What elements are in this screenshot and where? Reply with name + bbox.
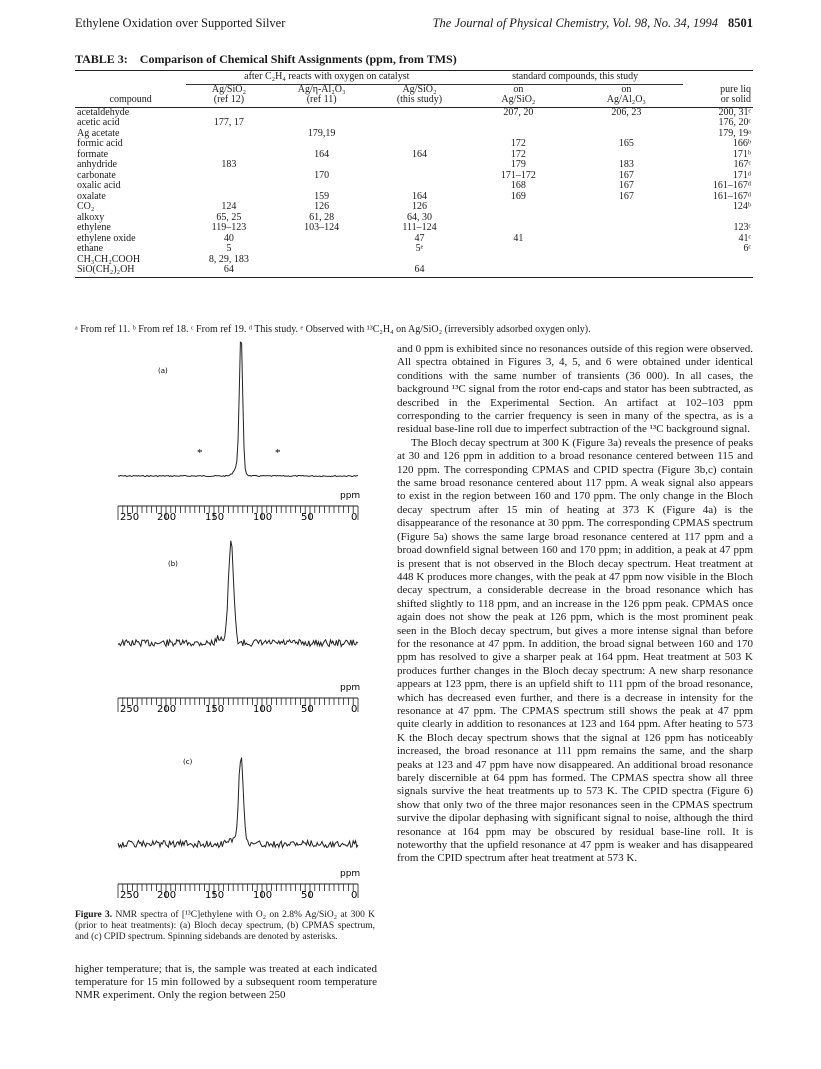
axis-tick-label: 100: [253, 704, 273, 715]
shift-cell: [186, 129, 271, 140]
axis-tick-label: 250: [120, 704, 140, 715]
spectrum-trace: [118, 758, 358, 848]
table-row: [75, 171, 753, 182]
column-header: on Ag/SiO₂: [467, 84, 569, 107]
chemical-shift-table: [75, 70, 753, 278]
shift-cell: [467, 213, 569, 224]
ppm-unit-label: ppm: [340, 491, 361, 501]
shift-cell: [272, 265, 372, 277]
table-row: [75, 202, 753, 213]
table-group-header-row: [75, 71, 753, 84]
shift-cell: [467, 244, 569, 255]
axis-tick-label: 0: [351, 890, 358, 901]
shift-cell: 61, 28: [309, 211, 335, 223]
compound-cell: acetic acid: [77, 117, 120, 128]
compound-cell: SiO(CH₂)₂OH: [75, 265, 186, 277]
shift-cell: 179: [510, 159, 526, 170]
body-text-right-column: [397, 343, 753, 866]
shift-cell: 64, 30: [406, 211, 432, 223]
shift-cell: [272, 139, 372, 150]
shift-cell: [272, 234, 372, 245]
table-caption-text: Comparison of Chemical Shift Assignments (ppm, from TMS): [139, 52, 457, 66]
shift-cell: [272, 160, 372, 171]
table-row: [75, 234, 753, 245]
compound-cell: ethane: [77, 243, 104, 254]
shift-cell: [186, 171, 271, 182]
table-caption-label: TABLE 3:: [75, 52, 128, 66]
ppm-axis: [118, 884, 358, 901]
spectrum-a-plot: [110, 338, 370, 530]
shift-cell: [467, 223, 569, 234]
shift-cell: 126: [314, 201, 330, 212]
shift-cell: [683, 265, 753, 277]
axis-tick-label: 100: [253, 890, 273, 901]
compound-cell: carbonate: [77, 169, 116, 181]
shift-cell: [570, 223, 683, 234]
shift-cell: [467, 202, 569, 213]
shift-cell: 164: [314, 148, 330, 160]
compound-cell: ethylene: [77, 222, 111, 233]
table-row: [75, 223, 753, 234]
axis-tick-label: 0: [351, 704, 358, 715]
shift-cell: [372, 181, 467, 192]
shift-cell: 170: [314, 169, 330, 181]
shift-cell: 165: [618, 138, 634, 149]
compound-cell: formic acid: [77, 138, 123, 149]
table-row: [75, 129, 753, 140]
spectrum-c-plot: [110, 732, 370, 902]
shift-cell: [570, 234, 683, 245]
body-paragraph: The Bloch decay spectrum at 300 K (Figure 3a) reveals the presence of peaks at 30 and 126 ppm in addition to a broad resonance centered between 115 and 120 ppm. The corresponding CPMAS and CPID spectra (Figure 3b,c) contain the same broad resonance centered about 117 ppm. A weak signal also appears to exist in the region between 160 and 170 ppm. The only change in the Bloch decay spectrum after 15 min of heating at 373 K (Figure 4a) is the disappearance of the resonance at 30 ppm. The corresponding CPMAS spectrum (Figure 5a) shows the same large broad resonance centered at 117 ppm and a broad downfield signal between 160 and 170 ppm; in addition, a peak at 47 ppm is present that is not observed in the Bloch decay spectrum. Heat treatment at 448 K produces more changes, with the peak at 47 ppm now visible in the Bloch decay spectrum, a considerable decrease in the broad resonance which has shifted slightly to 118 ppm, and an increase in the 126 ppm peak. CPMAS once again does not show the peak at 126 ppm, which is the most prominent peak seen in the Bloch decay spectrum, but gives a more intense signal than before for the resonance at 47 ppm. In addition, the broad signal between 160 and 170 ppm has resolved to give a sharper peak at 164 ppm. Heat treatment at 503 K produces further changes in the Bloch decay spectrum: A new sharp resonance appears at 123 ppm, there is an upfield shift to 111 ppm of the broad resonance, which has decreased even further, and there is a decrease in intensity for the resonance at 47 ppm. The CPMAS spectrum still shows the peak at 47 ppm quite clearly in addition to resonances at 123 and 164 ppm. After heating to 573 K the Bloch decay spectrum shows that the signal at 126 ppm has noticeably increased, the broad resonance at 111 ppm remains the same, and the sharp peaks at 123 and 47 ppm have now disappeared. An additional broad resonance barely discernible at 64 ppm has formed. The CPMAS spectra show all three signals survive the heat treatments up to 573 K. The CPID spectra (Figure 6) show that only two of the three major resonances seen in the CPMAS spectrum survive the dipolar dephasing with significant signal to noise, although the third resonance at 164 ppm may be obscured by residual base-line roll. It is noteworthy that the upfield resonance at 47 ppm is weaker and has disappeared from the CPID spectrum after heat treatment at 573 K.: [397, 436, 753, 865]
shift-cell: 40: [223, 232, 234, 244]
shift-cell: [372, 129, 467, 140]
spectrum-panel-b: [110, 538, 370, 723]
shift-cell: [272, 107, 372, 118]
shift-cell: [272, 118, 372, 129]
shift-cell: 5: [226, 243, 232, 254]
body-paragraph: and 0 ppm is exhibited since no resonances outside of this region were observed. All spectra obtained in Figures 3, 4, 5, and 6 were obtained under identical conditions with the same number of transients (36 000). In all cases, the background ¹³C signal from the rotor end-caps and stator has been subtracted, as described in the Experimental Section. An artifact at 102–103 ppm corresponding to the carrier frequency is seen in many of the spectra, as is a residual base-line roll due to imperfect subtraction of the ¹³C background signal.: [397, 343, 753, 436]
shift-cell: 123ᶜ: [733, 222, 751, 233]
compound-cell: oxalate: [77, 190, 106, 202]
column-header: pure liq or solid: [683, 84, 753, 107]
shift-cell: 124ᵇ: [732, 201, 751, 212]
axis-tick-label: 200: [157, 704, 177, 715]
sideband-asterisk: *: [197, 447, 203, 459]
shift-cell: 8, 29, 183: [208, 253, 249, 265]
shift-cell: 47: [414, 232, 425, 244]
axis-tick-label: 250: [120, 512, 140, 523]
table-row: [75, 160, 753, 171]
shift-cell: 126: [411, 201, 427, 212]
ppm-unit-label: ppm: [340, 683, 361, 693]
running-header-right: [383, 16, 753, 31]
shift-cell: 167: [618, 169, 634, 181]
table-row: [75, 265, 753, 277]
shift-cell: [372, 160, 467, 171]
shift-cell: 169: [510, 190, 526, 202]
column-header: Ag/SiO₂ (ref 12): [186, 84, 271, 107]
column-header: Ag/SiO₂ (this study): [372, 84, 467, 107]
shift-cell: 161–167ᵈ: [712, 180, 751, 191]
figure-caption: [75, 910, 375, 943]
compound-cell: anhydride: [77, 159, 117, 170]
shift-cell: 5ᵉ: [415, 243, 424, 254]
shift-cell: [272, 181, 372, 192]
shift-cell: [570, 244, 683, 255]
shift-cell: [467, 255, 569, 266]
shift-cell: 159: [314, 190, 330, 202]
shift-cell: 64: [372, 265, 467, 277]
column-header: Ag/η-Al₂O₃ (ref 11): [272, 84, 372, 107]
shift-cell: 119–123: [211, 222, 247, 233]
compound-cell: Ag acetate: [77, 127, 120, 139]
compound-cell: formate: [77, 148, 109, 160]
shift-cell: 168: [510, 180, 526, 191]
axis-tick-label: 50: [301, 512, 314, 523]
table-row: [75, 244, 753, 255]
shift-cell: [186, 139, 271, 150]
axis-tick-label: 100: [253, 512, 273, 523]
figure-caption-text: NMR spectra of [¹³C]ethylene with O₂ on 2.8% Ag/SiO₂ at 300 K (prior to heat treatments): (a) Bloch decay spectrum, (b) CPMAS spectrum, and (c) CPID spectrum. Spinning sidebands are denoted by asterisks.: [75, 910, 375, 942]
axis-tick-label: 50: [301, 890, 314, 901]
shift-cell: [186, 181, 271, 192]
shift-cell: 6ᶜ: [743, 243, 751, 254]
table-footnote: ᵃ From ref 11. ᵇ From ref 18. ᶜ From ref 19. ᵈ This study. ᵉ Observed with ¹³C₂H₄ on Ag/SiO₂ (irreversibly adsorbed oxygen only).: [75, 324, 591, 335]
shift-cell: [272, 255, 372, 266]
sideband-asterisk: *: [275, 447, 281, 459]
shift-cell: [683, 255, 753, 266]
shift-cell: 167ᶜ: [733, 159, 751, 170]
shift-cell: 65, 25: [216, 211, 242, 223]
shift-cell: 172: [510, 148, 526, 160]
shift-cell: 179,19: [307, 127, 336, 139]
table-row: [75, 118, 753, 129]
compound-cell: alkoxy: [77, 211, 105, 223]
table-row: [75, 150, 753, 161]
shift-cell: 164: [411, 148, 427, 160]
ppm-axis: [118, 506, 358, 523]
shift-cell: 164: [411, 190, 427, 202]
shift-cell: 41ᶜ: [738, 232, 751, 244]
shift-cell: 207, 20: [503, 106, 534, 118]
table-row: [75, 139, 753, 150]
compound-cell: acetaldehyde: [77, 106, 130, 118]
page-number: 8501: [728, 16, 753, 30]
shift-cell: 179, 19ᵃ: [718, 127, 751, 139]
shift-cell: 171ᵈ: [732, 169, 751, 181]
compound-cell: CH₃CH₂COOH: [77, 253, 141, 265]
ppm-unit-label: ppm: [340, 869, 361, 879]
compound-cell: ethylene oxide: [77, 232, 136, 244]
compound-cell: oxalic acid: [77, 180, 121, 191]
table-column-header-row: [75, 84, 753, 107]
panel-label: (c): [183, 758, 193, 766]
shift-cell: [372, 171, 467, 182]
shift-cell: [372, 139, 467, 150]
shift-cell: 183: [618, 159, 634, 170]
axis-tick-label: 0: [351, 512, 358, 523]
shift-cell: 176, 20ᶜ: [718, 117, 751, 128]
shift-cell: 171–172: [500, 169, 536, 181]
axis-tick-label: 50: [301, 704, 314, 715]
panel-label: (b): [168, 560, 178, 568]
shift-cell: 206, 23: [611, 106, 642, 118]
axis-tick-label: 150: [205, 704, 225, 715]
shift-cell: 167: [618, 190, 634, 202]
compound-cell: CO₂: [77, 201, 95, 212]
shift-cell: [570, 255, 683, 266]
shift-cell: [570, 118, 683, 129]
axis-tick-label: 150: [205, 890, 225, 901]
spectrum-b-plot: [110, 538, 370, 723]
journal-citation: The Journal of Physical Chemistry, Vol. 98, No. 34, 1994: [432, 16, 718, 30]
axis-tick-label: 200: [157, 512, 177, 523]
shift-cell: 183: [221, 159, 237, 170]
shift-cell: 171ᵇ: [732, 148, 751, 160]
table-group-header-catalyst: after C₂H₄ reacts with oxygen on catalyst: [186, 71, 467, 84]
spectrum-panel-c: [110, 732, 370, 902]
table-group-header-standards: standard compounds, this study: [467, 71, 683, 84]
spectrum-trace: [118, 342, 358, 476]
spectrum-panel-a: [110, 338, 370, 530]
axis-tick-label: 150: [205, 512, 225, 523]
body-text-left-column: higher temperature; that is, the sample was treated at each indicated temperature for 15 min followed by a subsequent room temperature NMR experiment. Only the region between 250: [75, 963, 377, 1002]
shift-cell: [467, 118, 569, 129]
ppm-axis: [118, 698, 358, 715]
shift-cell: [272, 244, 372, 255]
shift-cell: 167: [618, 180, 634, 191]
panel-label: (a): [158, 367, 168, 375]
shift-cell: 166ᵇ: [732, 138, 751, 149]
shift-cell: [467, 265, 569, 277]
shift-cell: 200, 31ᶜ: [718, 106, 751, 118]
shift-cell: [570, 213, 683, 224]
spectrum-trace: [118, 541, 358, 647]
shift-cell: 103–124: [304, 222, 340, 233]
table-caption: [75, 52, 457, 67]
shift-cell: [570, 265, 683, 277]
column-header: on Ag/Al₂O₃: [570, 84, 683, 107]
shift-cell: 161–167ᵈ: [712, 190, 751, 202]
table-row: [75, 181, 753, 192]
shift-cell: 41: [513, 232, 524, 244]
shift-cell: 111–124: [402, 222, 437, 233]
shift-cell: 172: [510, 138, 526, 149]
shift-cell: [570, 202, 683, 213]
shift-cell: [372, 118, 467, 129]
shift-cell: 124: [221, 201, 237, 212]
shift-cell: [372, 107, 467, 118]
figure-caption-label: Figure 3.: [75, 910, 113, 920]
axis-tick-label: 200: [157, 890, 177, 901]
table-body: [75, 107, 753, 277]
shift-cell: 177, 17: [213, 117, 244, 128]
shift-cell: 64: [186, 265, 271, 277]
running-header-left: Ethylene Oxidation over Supported Silver: [75, 16, 286, 30]
axis-tick-label: 250: [120, 890, 140, 901]
table-row: [75, 107, 753, 118]
column-header: compound: [75, 84, 186, 107]
